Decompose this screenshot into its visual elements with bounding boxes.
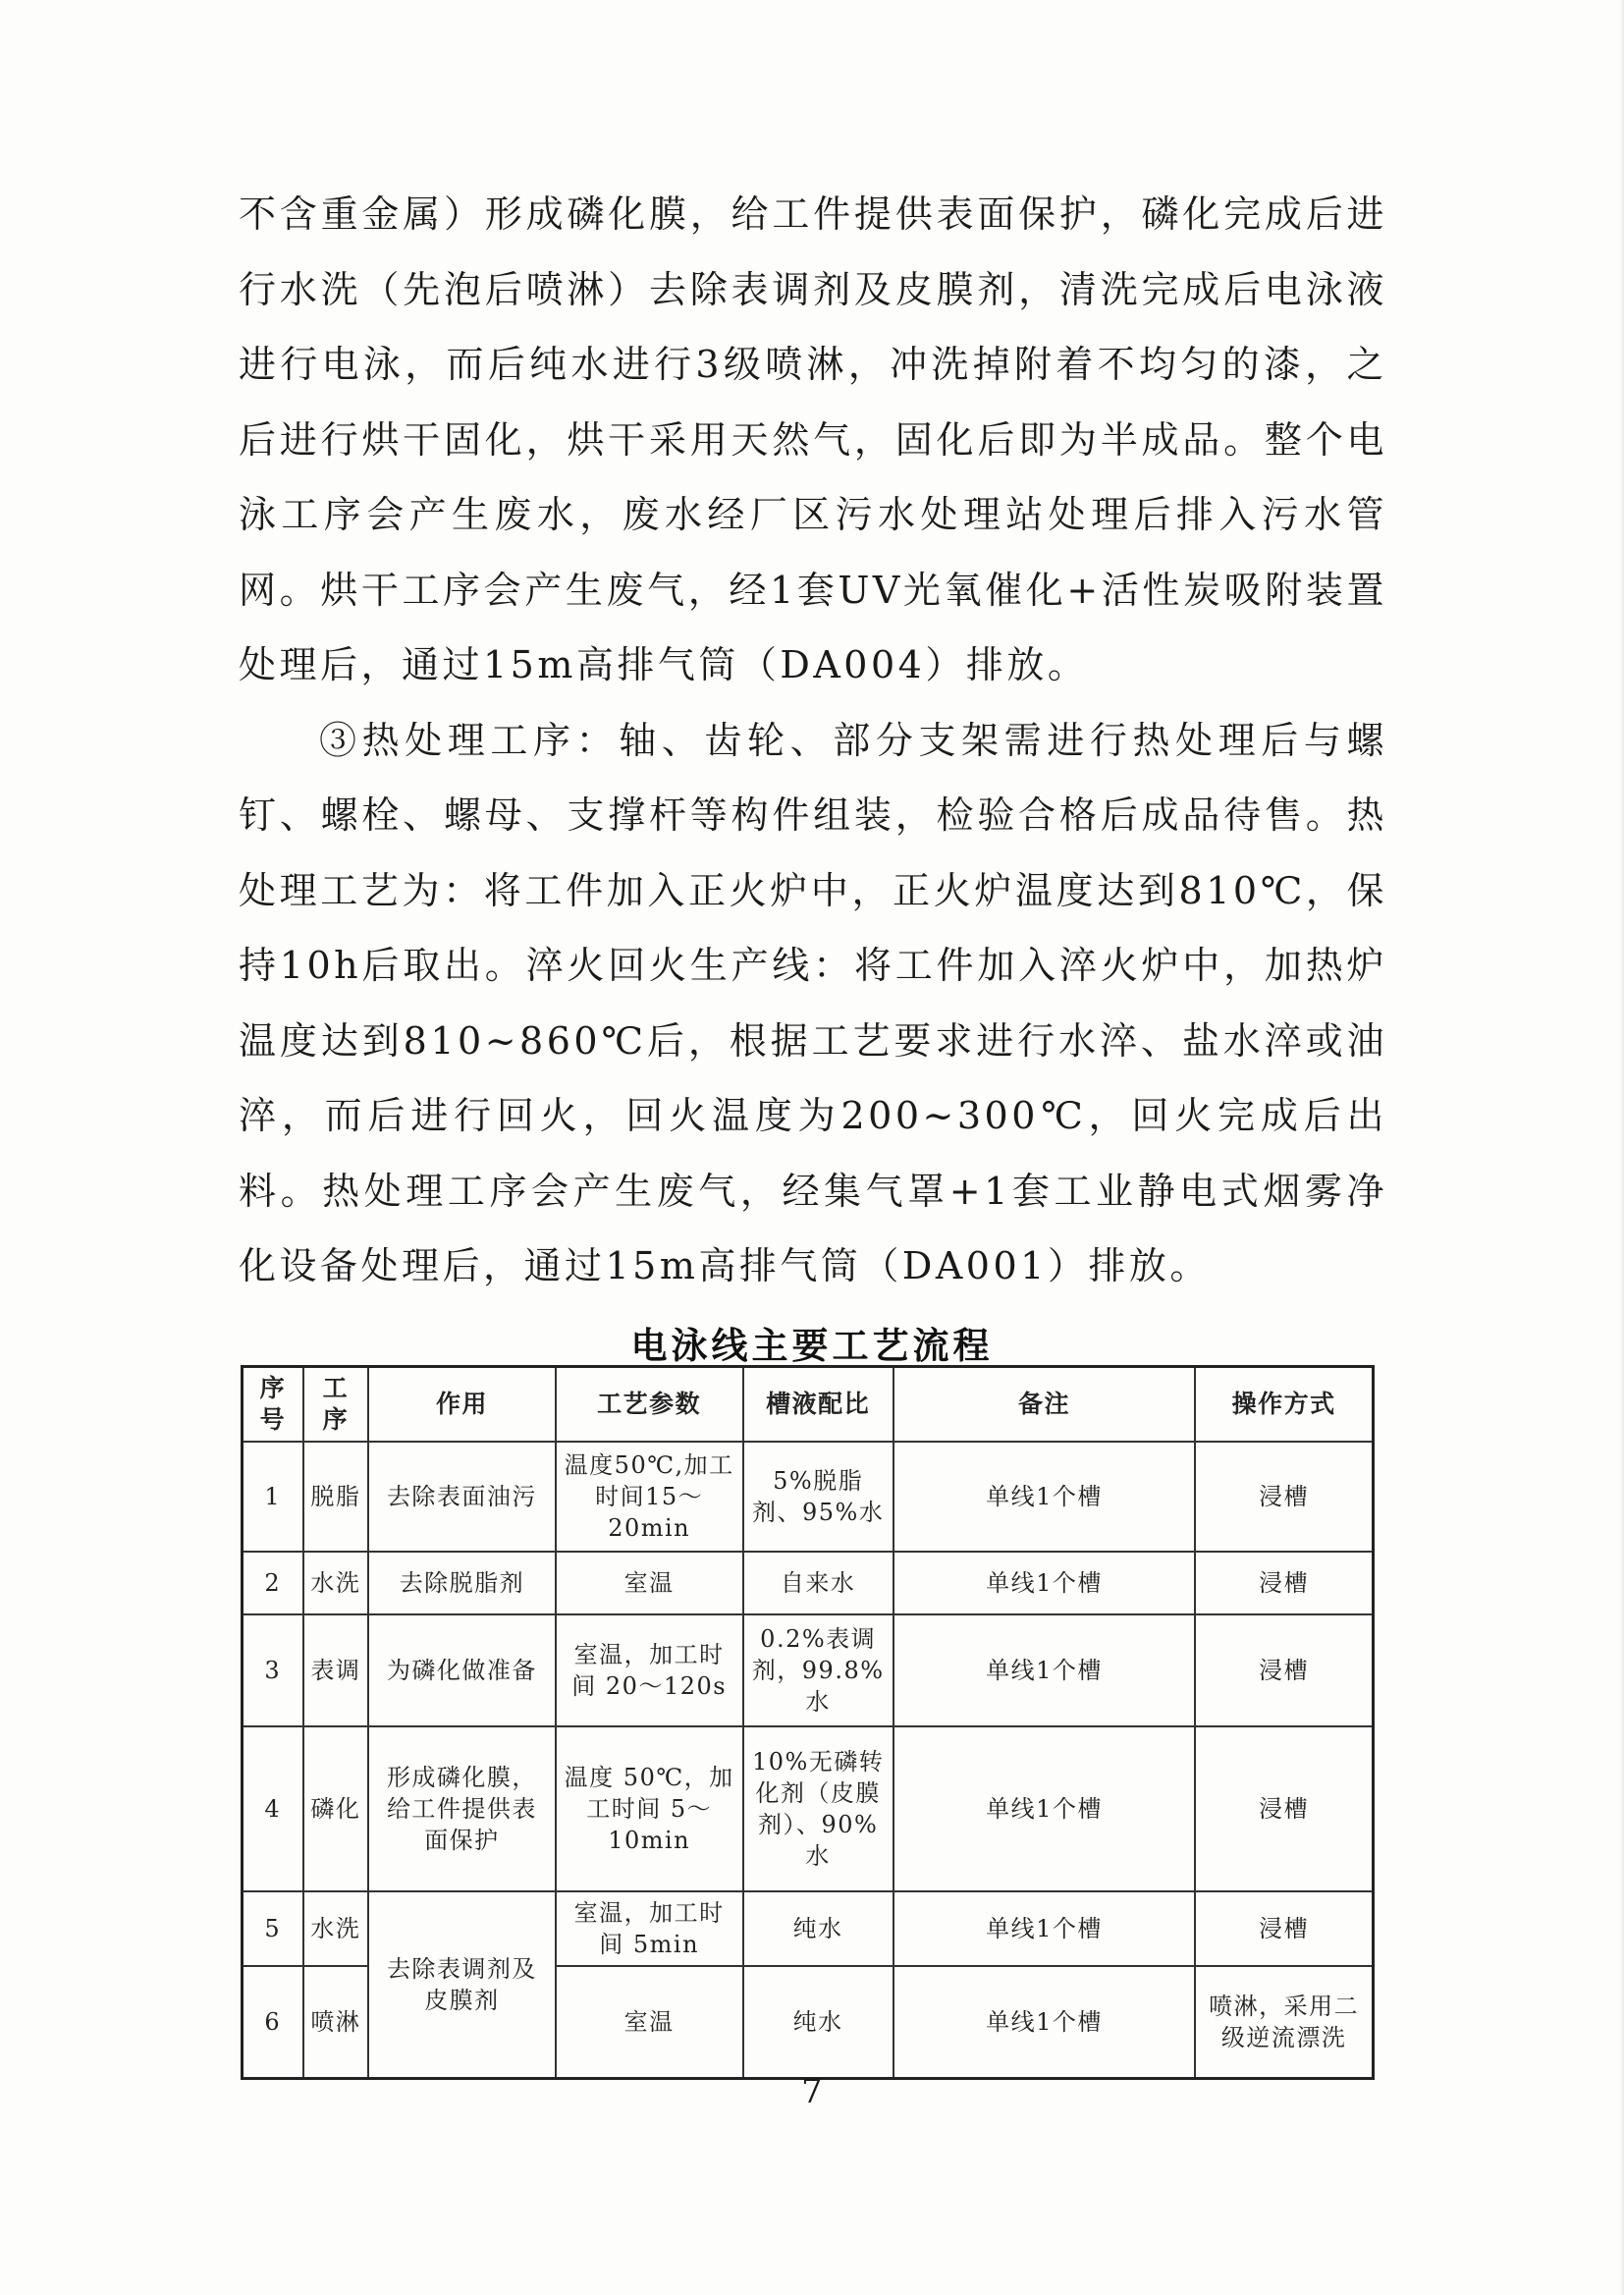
cell-step: 脱脂 — [303, 1442, 368, 1552]
header-method: 操作方式 — [1195, 1367, 1373, 1443]
cell-note: 单线1个槽 — [893, 1891, 1196, 1966]
cell-params: 温度 50℃，加工时间 5～10min — [556, 1726, 743, 1891]
cell-ratio: 10%无磷转化剂（皮膜剂）、90%水 — [743, 1726, 893, 1891]
cell-method: 浸槽 — [1195, 1552, 1373, 1614]
cell-no: 5 — [243, 1891, 303, 1966]
table-header-row — [243, 1367, 1374, 1443]
cell-no: 6 — [243, 1966, 303, 2078]
cell-no: 2 — [243, 1552, 303, 1614]
cell-purpose: 去除表面油污 — [368, 1442, 556, 1552]
cell-step: 表调 — [303, 1614, 368, 1726]
cell-params: 温度50℃,加工时间15～20min — [556, 1442, 743, 1552]
table-row — [243, 1726, 1374, 1891]
cell-method: 浸槽 — [1195, 1442, 1373, 1552]
page-edge-shadow — [1620, 0, 1624, 2295]
cell-note: 单线1个槽 — [893, 1552, 1196, 1614]
header-note: 备注 — [893, 1367, 1196, 1443]
cell-method: 浸槽 — [1195, 1726, 1373, 1891]
cell-no: 1 — [243, 1442, 303, 1552]
table-row — [243, 1614, 1374, 1726]
cell-step: 喷淋 — [303, 1966, 368, 2078]
cell-note: 单线1个槽 — [893, 1442, 1196, 1552]
header-purpose: 作用 — [368, 1367, 556, 1443]
cell-ratio: 5%脱脂剂、95%水 — [743, 1442, 893, 1552]
cell-note: 单线1个槽 — [893, 1614, 1196, 1726]
cell-method: 喷淋，采用二级逆流漂洗 — [1195, 1966, 1373, 2078]
cell-step: 磷化 — [303, 1726, 368, 1891]
cell-purpose: 去除脱脂剂 — [368, 1552, 556, 1614]
cell-ratio: 纯水 — [743, 1891, 893, 1966]
header-ratio: 槽液配比 — [743, 1367, 893, 1443]
body-text — [239, 177, 1387, 1304]
paragraph-electrophoresis: 不含重金属）形成磷化膜，给工件提供表面保护，磷化完成后进行水洗（先泡后喷淋）去除表调剂及皮膜剂，清洗完成后电泳液进行电泳，而后纯水进行3级喷淋，冲洗掉附着不均匀的漆，之后进行烘干固化，烘干采用天然气，固化后即为半成品。整个电泳工序会产生废水，废水经厂区污水处理站处理后排入污水管网。烘干工序会产生废气，经1套UV光氧催化+活性炭吸附装置处理后，通过15m高排气筒（DA004）排放。 — [239, 192, 1387, 686]
cell-params: 室温 — [556, 1552, 743, 1614]
paragraph-heat-treatment: ③热处理工序：轴、齿轮、部分支架需进行热处理后与螺钉、螺栓、螺母、支撑杆等构件组装，检验合格后成品待售。热处理工艺为：将工件加入正火炉中，正火炉温度达到810℃，保持10h后取出。淬火回火生产线：将工件加入淬火炉中，加热炉温度达到810~860℃后，根据工艺要求进行水淬、盐水淬或油淬，而后进行回火，回火温度为200~300℃，回火完成后出料。热处理工序会产生废气，经集气罩+1套工业静电式烟雾净化设备处理后，通过15m高排气筒（DA001）排放。 — [239, 718, 1387, 1287]
cell-purpose: 形成磷化膜，给工件提供表面保护 — [368, 1726, 556, 1891]
process-table — [241, 1365, 1375, 2080]
cell-ratio: 自来水 — [743, 1552, 893, 1614]
cell-purpose-merged: 去除表调剂及皮膜剂 — [368, 1891, 556, 2078]
cell-method: 浸槽 — [1195, 1891, 1373, 1966]
table-row — [243, 1891, 1374, 1966]
cell-ratio: 纯水 — [743, 1966, 893, 2078]
cell-method: 浸槽 — [1195, 1614, 1373, 1726]
cell-params: 室温 — [556, 1966, 743, 2078]
table-row — [243, 1442, 1374, 1552]
cell-no: 3 — [243, 1614, 303, 1726]
cell-ratio: 0.2%表调剂，99.8%水 — [743, 1614, 893, 1726]
cell-params: 室温，加工时间 20～120s — [556, 1614, 743, 1726]
cell-step: 水洗 — [303, 1552, 368, 1614]
header-step: 工序 — [303, 1367, 368, 1443]
page-number: 7 — [801, 2072, 823, 2111]
cell-params: 室温，加工时间 5min — [556, 1891, 743, 1966]
cell-step: 水洗 — [303, 1891, 368, 1966]
header-params: 工艺参数 — [556, 1367, 743, 1443]
header-no: 序号 — [243, 1367, 303, 1443]
cell-note: 单线1个槽 — [893, 1966, 1196, 2078]
cell-purpose: 为磷化做准备 — [368, 1614, 556, 1726]
cell-no: 4 — [243, 1726, 303, 1891]
table-title: 电泳线主要工艺流程 — [630, 1324, 994, 1367]
table-row — [243, 1552, 1374, 1614]
cell-note: 单线1个槽 — [893, 1726, 1196, 1891]
